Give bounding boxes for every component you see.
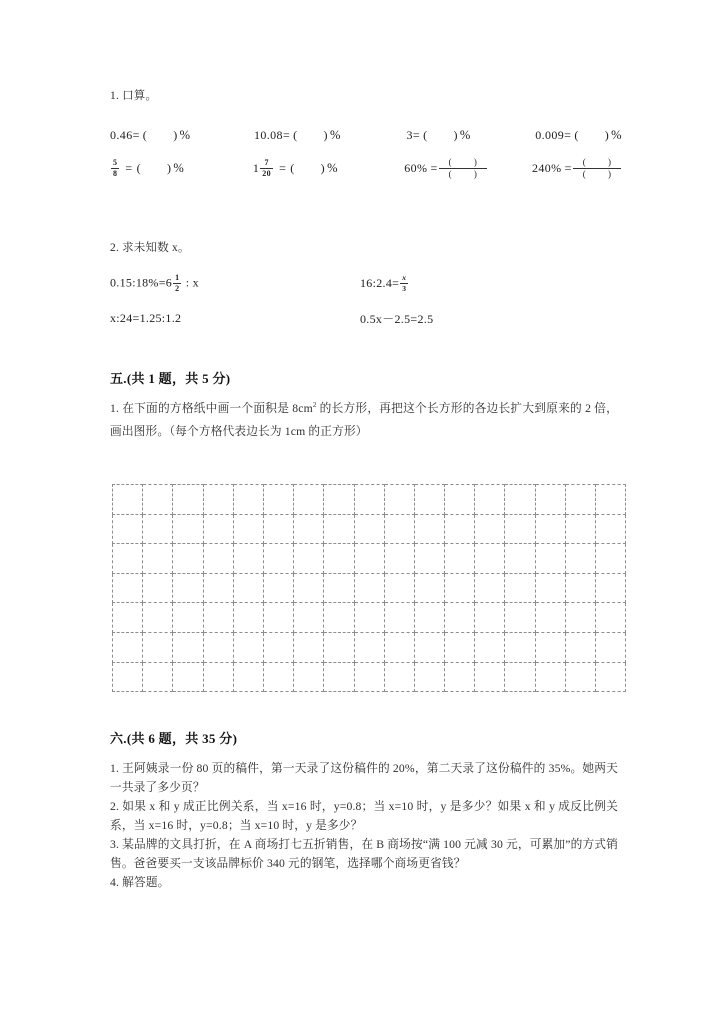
grid-cell[interactable]	[263, 514, 293, 544]
oral-item-2	[406, 128, 535, 143]
grid-cell[interactable]	[203, 603, 233, 633]
grid-cell[interactable]	[294, 662, 324, 692]
grid-cell[interactable]	[596, 544, 626, 574]
grid-cell[interactable]	[475, 662, 505, 692]
grid-cell[interactable]	[535, 544, 565, 574]
grid-cell[interactable]	[324, 603, 354, 633]
fraction-denominator: 20	[262, 168, 272, 178]
fraction-blank-sixty[interactable]	[439, 158, 487, 180]
grid-cell[interactable]	[354, 603, 384, 633]
grid-paper[interactable]	[112, 484, 626, 692]
grid-cell[interactable]	[565, 485, 595, 515]
mixed-number-whole: 1	[252, 161, 260, 176]
oral-item-3-close-paren: )	[604, 128, 610, 142]
square-unit-superscript: 2	[312, 401, 317, 410]
grid-cell[interactable]	[535, 603, 565, 633]
grid-row	[113, 603, 626, 633]
grid-cell[interactable]	[445, 632, 475, 662]
fraction-seven-twentieths	[260, 159, 273, 178]
fraction-blank-two-forty[interactable]	[573, 158, 621, 180]
grid-cell[interactable]	[414, 573, 444, 603]
grid-cell[interactable]	[263, 573, 293, 603]
fraction-five-eighths	[111, 159, 119, 178]
grid-row	[113, 632, 626, 662]
grid-row	[113, 485, 626, 515]
grid-cell[interactable]	[233, 485, 263, 515]
grid-cell[interactable]	[324, 632, 354, 662]
grid-cell[interactable]	[596, 514, 626, 544]
oral-item-5-unit: %	[327, 161, 338, 176]
grid-cell[interactable]	[324, 514, 354, 544]
oral-item-0-unit: %	[179, 128, 191, 142]
grid-cell[interactable]	[294, 485, 324, 515]
grid-cell[interactable]	[324, 662, 354, 692]
oral-item-1-open-paren: (	[293, 128, 298, 142]
grid-cell[interactable]	[414, 485, 444, 515]
oral-item-2-close-paren: )	[453, 128, 458, 142]
grid-cell[interactable]	[143, 514, 173, 544]
equation-2	[360, 275, 409, 293]
oral-item-1-unit: %	[329, 128, 341, 142]
oral-item-7	[532, 158, 622, 180]
oral-calculation-row-1	[110, 128, 622, 143]
fraction-denominator: 3	[402, 283, 407, 293]
grid-cell[interactable]	[445, 573, 475, 603]
grid-cell[interactable]	[263, 485, 293, 515]
grid-cell[interactable]	[414, 662, 444, 692]
grid-cell[interactable]	[113, 514, 143, 544]
oral-item-0-close-paren: )	[173, 128, 178, 142]
grid-cell[interactable]	[113, 573, 143, 603]
grid-cell[interactable]	[233, 573, 263, 603]
fraction-denominator-blank[interactable]: ( )	[439, 168, 487, 179]
oral-item-7-lhs: 240%	[531, 161, 562, 176]
grid-cell[interactable]	[445, 603, 475, 633]
grid-paper-table[interactable]	[112, 484, 626, 692]
grid-cell[interactable]	[203, 514, 233, 544]
grid-cell[interactable]	[505, 573, 535, 603]
grid-cell[interactable]	[475, 603, 505, 633]
fraction-denominator: 8	[113, 168, 118, 178]
grid-cell[interactable]	[263, 544, 293, 574]
grid-cell[interactable]	[565, 544, 595, 574]
grid-cell[interactable]	[535, 514, 565, 544]
grid-cell[interactable]	[414, 632, 444, 662]
grid-cell[interactable]	[596, 573, 626, 603]
oral-item-3-open-paren: (	[574, 128, 579, 142]
oral-item-5-close-paren: )	[320, 161, 326, 176]
grid-cell[interactable]	[354, 632, 384, 662]
grid-cell[interactable]	[173, 485, 203, 515]
grid-cell[interactable]	[324, 485, 354, 515]
grid-cell[interactable]	[535, 485, 565, 515]
fraction-x-over-three	[400, 274, 408, 292]
fraction-denominator-blank[interactable]: ( )	[573, 168, 621, 179]
grid-cell[interactable]	[324, 544, 354, 574]
section-five-question-1-part-a: 1. 在下面的方格纸中画一个面积是 8cm	[110, 402, 313, 415]
grid-cell[interactable]	[535, 632, 565, 662]
oral-item-5	[253, 159, 404, 178]
section-five-question-1	[110, 398, 618, 444]
grid-cell[interactable]	[414, 544, 444, 574]
grid-cell[interactable]	[203, 485, 233, 515]
grid-cell[interactable]	[203, 632, 233, 662]
grid-cell[interactable]	[384, 485, 414, 515]
oral-item-0-open-paren: (	[142, 128, 148, 142]
grid-cell[interactable]	[354, 573, 384, 603]
grid-cell[interactable]	[113, 603, 143, 633]
equation-1-suffix: : x	[182, 275, 199, 290]
grid-cell[interactable]	[173, 632, 203, 662]
oral-item-0-lhs: 0.46=	[110, 128, 140, 142]
grid-cell[interactable]	[113, 662, 143, 692]
grid-cell[interactable]	[294, 603, 324, 633]
section-six-heading: 六.(共 6 题，共 35 分)	[110, 731, 238, 746]
grid-cell[interactable]	[143, 603, 173, 633]
grid-cell[interactable]	[143, 485, 173, 515]
grid-cell[interactable]	[596, 603, 626, 633]
grid-cell[interactable]	[113, 632, 143, 662]
fraction-one-half	[173, 274, 181, 293]
fraction-numerator: 5	[113, 157, 118, 167]
grid-cell[interactable]	[203, 544, 233, 574]
oral-item-2-lhs: 3=	[406, 128, 421, 142]
grid-row	[113, 544, 626, 574]
oral-item-6	[404, 158, 532, 180]
section-five-heading: 五.(共 1 题，共 5 分)	[110, 371, 231, 386]
grid-cell[interactable]	[173, 603, 203, 633]
grid-cell[interactable]	[445, 662, 475, 692]
grid-cell[interactable]	[233, 603, 263, 633]
oral-item-4-close-paren: )	[166, 161, 172, 176]
grid-cell[interactable]	[263, 662, 293, 692]
oral-item-4-unit: %	[173, 161, 185, 176]
oral-item-6-equals: =	[430, 161, 438, 176]
grid-row	[113, 662, 626, 692]
fraction-numerator: 1	[175, 272, 180, 282]
section-five-question-1-part-b: 的长方形，再把这个长方形的各边长扩	[316, 402, 523, 415]
grid-cell[interactable]	[294, 573, 324, 603]
oral-item-3-lhs: 0.009=	[535, 128, 572, 142]
oral-item-2-open-paren: (	[423, 128, 428, 142]
section-six-question-3: 3. 某品牌的文具打折，在 A 商场打七五折销售，在 B 商场按“满 100 元减 30 元，可累加”的方式销售。爸爸要买一支该品牌标价 340 元的钢笔，选择哪个商场更省钱？	[110, 837, 618, 870]
grid-cell[interactable]	[535, 573, 565, 603]
grid-cell[interactable]	[596, 485, 626, 515]
grid-cell[interactable]	[324, 573, 354, 603]
grid-cell[interactable]	[294, 632, 324, 662]
grid-cell[interactable]	[475, 632, 505, 662]
grid-cell[interactable]	[565, 514, 595, 544]
grid-cell[interactable]	[294, 514, 324, 544]
grid-cell[interactable]	[143, 573, 173, 603]
oral-item-4-equals: =	[125, 161, 133, 176]
grid-cell[interactable]	[143, 662, 173, 692]
equation-4: 0.5x－2.5=2.5	[360, 312, 434, 326]
grid-cell[interactable]	[596, 662, 626, 692]
grid-cell[interactable]	[384, 514, 414, 544]
grid-row	[113, 514, 626, 544]
grid-cell[interactable]	[475, 514, 505, 544]
grid-cell[interactable]	[113, 544, 143, 574]
oral-calculation-label: 1. 口算。	[110, 90, 158, 102]
grid-cell[interactable]	[354, 544, 384, 574]
fraction-numerator: 7	[264, 157, 269, 167]
grid-cell[interactable]	[505, 485, 535, 515]
section-five-question-1-line2: 大到原来的 2 倍，画出图形。（每个方格代表边长为 1cm 的正方形）	[110, 402, 618, 438]
grid-cell[interactable]	[203, 573, 233, 603]
section-six-question-1: 1. 王阿姨录一份 80 页的稿件，第一天录了这份稿件的 20%，第二天录了这份稿件的 35%。她两天一共录了多少页？	[110, 762, 618, 794]
equation-2-prefix: 16:2.4=	[360, 275, 400, 290]
grid-cell[interactable]	[354, 662, 384, 692]
grid-cell[interactable]	[263, 603, 293, 633]
grid-cell[interactable]	[203, 662, 233, 692]
grid-cell[interactable]	[445, 544, 475, 574]
oral-calculation-row-2	[110, 158, 622, 180]
grid-cell[interactable]	[414, 603, 444, 633]
grid-cell[interactable]	[354, 485, 384, 515]
oral-item-3-unit: %	[611, 128, 622, 142]
fraction-denominator: 2	[175, 283, 180, 293]
grid-row	[113, 573, 626, 603]
grid-cell[interactable]	[173, 544, 203, 574]
grid-cell[interactable]	[445, 485, 475, 515]
oral-item-6-lhs: 60%	[404, 161, 428, 176]
oral-item-3	[535, 128, 622, 143]
grid-cell[interactable]	[596, 632, 626, 662]
equation-1-prefix: 0.15:18%=6	[110, 275, 173, 290]
grid-cell[interactable]	[475, 544, 505, 574]
grid-cell[interactable]	[113, 485, 143, 515]
grid-cell[interactable]	[565, 632, 595, 662]
grid-cell[interactable]	[384, 603, 414, 633]
grid-cell[interactable]	[143, 632, 173, 662]
fraction-numerator-blank[interactable]: ( )	[448, 156, 487, 167]
grid-cell[interactable]	[233, 514, 263, 544]
grid-cell[interactable]	[505, 603, 535, 633]
equation-1	[110, 274, 360, 293]
oral-item-0	[110, 128, 254, 143]
grid-cell[interactable]	[505, 544, 535, 574]
grid-cell[interactable]	[505, 662, 535, 692]
grid-cell[interactable]	[565, 603, 595, 633]
grid-cell[interactable]	[143, 544, 173, 574]
grid-cell[interactable]	[233, 632, 263, 662]
oral-item-2-unit: %	[459, 128, 471, 142]
oral-item-1-lhs: 10.08=	[253, 128, 291, 142]
grid-cell[interactable]	[263, 632, 293, 662]
grid-cell[interactable]	[475, 485, 505, 515]
oral-item-4-open-paren: (	[136, 161, 141, 176]
grid-cell[interactable]	[173, 573, 203, 603]
grid-cell[interactable]	[294, 544, 324, 574]
oral-item-1-close-paren: )	[323, 128, 328, 142]
grid-cell[interactable]	[233, 662, 263, 692]
grid-cell[interactable]	[384, 632, 414, 662]
grid-cell[interactable]	[565, 662, 595, 692]
grid-cell[interactable]	[384, 544, 414, 574]
equation-row-1	[110, 274, 622, 293]
grid-cell[interactable]	[233, 544, 263, 574]
grid-cell[interactable]	[505, 514, 535, 544]
oral-item-5-open-paren: (	[290, 161, 295, 176]
section-six-question-4: 4. 解答题。	[110, 875, 170, 889]
oral-item-7-equals: =	[564, 161, 572, 176]
grid-cell[interactable]	[475, 573, 505, 603]
grid-cell[interactable]	[445, 514, 475, 544]
oral-item-5-equals: =	[279, 161, 287, 176]
section-six-question-list	[110, 760, 618, 893]
grid-cell[interactable]	[384, 662, 414, 692]
fraction-numerator-blank[interactable]: ( )	[582, 156, 621, 167]
oral-item-4	[110, 159, 253, 178]
grid-cell[interactable]	[173, 514, 203, 544]
grid-cell[interactable]	[173, 662, 203, 692]
oral-item-1	[254, 128, 407, 143]
solve-for-x-label: 2. 求未知数 x。	[110, 242, 190, 254]
grid-cell[interactable]	[505, 632, 535, 662]
fraction-numerator: x	[402, 273, 407, 282]
grid-cell[interactable]	[384, 573, 414, 603]
equation-3: x:24=1.25:1.2	[110, 311, 182, 325]
section-six-question-2: 2. 如果 x 和 y 成正比例关系，当 x=16 时，y=0.8；当 x=10 时，y 是多少？如果 x 和 y 成反比例关系，当 x=16 时，y=0.8；当 x=10 时，y 是多少？	[110, 799, 618, 832]
equation-row-2	[110, 310, 622, 327]
grid-cell[interactable]	[354, 514, 384, 544]
grid-cell[interactable]	[535, 662, 565, 692]
grid-cell[interactable]	[565, 573, 595, 603]
grid-cell[interactable]	[414, 514, 444, 544]
